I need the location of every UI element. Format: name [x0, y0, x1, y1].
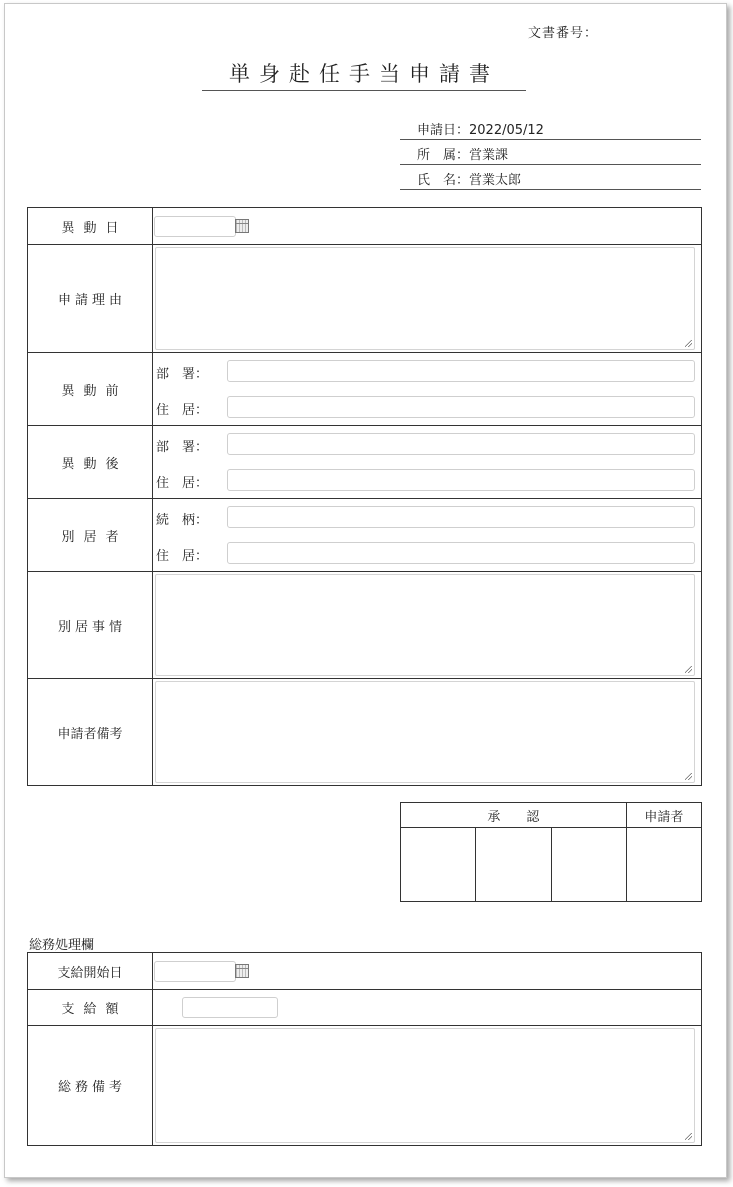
applicant-name-line: [400, 165, 701, 190]
relation-row: [153, 499, 701, 535]
after-transfer-row: [28, 426, 702, 499]
amount-input[interactable]: [182, 997, 278, 1018]
separate-reason-textarea[interactable]: [155, 574, 695, 676]
before-dept-label: 部 署：: [156, 367, 209, 382]
separate-resident-row: [28, 499, 702, 572]
after-dept-row: [153, 426, 701, 462]
separate-residence-row: [153, 535, 701, 571]
payment-start-label: 支給開始日: [28, 953, 153, 990]
separate-reason-cell: [153, 572, 702, 679]
application-form-table: [27, 207, 702, 786]
admin-table: [27, 952, 702, 1146]
relation-label: 続 柄：: [156, 513, 209, 528]
admin-remarks-row: [28, 1026, 702, 1146]
before-residence-row: [153, 389, 701, 425]
apply-date-line: [400, 115, 701, 140]
approval-header-row: [401, 803, 702, 828]
amount-cell: [153, 990, 702, 1026]
after-transfer-cell: [153, 426, 702, 499]
separate-residence-input[interactable]: [227, 542, 695, 564]
before-transfer-label: 異動前: [28, 353, 153, 426]
after-residence-input[interactable]: [227, 469, 695, 491]
approval-stamp-box: [551, 828, 626, 902]
reason-row: [28, 245, 702, 353]
after-dept-label: 部 署：: [156, 440, 209, 455]
resize-grip-icon[interactable]: [685, 773, 692, 780]
approval-stamp-box: [476, 828, 551, 902]
reason-cell: [153, 245, 702, 353]
applicant-remarks-cell: [153, 679, 702, 786]
before-dept-row: [153, 353, 701, 389]
approval-stamp-table: [400, 802, 702, 902]
reason-textarea[interactable]: [155, 247, 695, 350]
separate-reason-label: 別居事情: [28, 572, 153, 679]
before-transfer-cell: [153, 353, 702, 426]
approval-stamp-box: [401, 828, 476, 902]
department-text: 所 属：営業課: [417, 148, 509, 163]
applicant-remarks-row: [28, 679, 702, 786]
transfer-date-row: [28, 208, 702, 245]
document-number-label: 文書番号：: [528, 26, 599, 41]
resize-grip-icon[interactable]: [685, 1133, 692, 1140]
department-line: [400, 140, 701, 165]
before-residence-input[interactable]: [227, 396, 695, 418]
separate-residence-label: 住 居：: [156, 549, 209, 564]
payment-start-input[interactable]: [154, 961, 236, 982]
separate-resident-label: 別居者: [28, 499, 153, 572]
after-residence-row: [153, 462, 701, 498]
admin-remarks-cell: [153, 1026, 702, 1146]
after-transfer-label: 異動後: [28, 426, 153, 499]
approval-header: 承 認: [401, 803, 627, 828]
applicant-stamp-header: 申請者: [626, 803, 701, 828]
after-residence-label: 住 居：: [156, 476, 209, 491]
admin-remarks-label: 総務備考: [28, 1026, 153, 1146]
after-dept-input[interactable]: [227, 433, 695, 455]
page-title: 単身赴任手当申請書: [202, 58, 526, 91]
transfer-date-label: 異動日: [28, 208, 153, 245]
applicant-stamp-box: [626, 828, 701, 902]
admin-section-label: 総務処理欄: [29, 938, 95, 953]
amount-row: [28, 990, 702, 1026]
transfer-date-cell: [153, 208, 702, 245]
stamp-row: [401, 828, 702, 902]
apply-date-text: 申請日：2022/05/12: [417, 123, 544, 138]
before-dept-input[interactable]: [227, 360, 695, 382]
before-transfer-row: [28, 353, 702, 426]
relation-input[interactable]: [227, 506, 695, 528]
reason-label: 申請理由: [28, 245, 153, 353]
separate-resident-cell: [153, 499, 702, 572]
calendar-icon[interactable]: [235, 964, 249, 978]
applicant-remarks-textarea[interactable]: [155, 681, 695, 783]
resize-grip-icon[interactable]: [685, 666, 692, 673]
applicant-name-text: 氏 名：営業太郎: [417, 173, 522, 188]
applicant-remarks-label: 申請者備考: [28, 679, 153, 786]
calendar-icon[interactable]: [235, 219, 249, 233]
amount-label: 支給額: [28, 990, 153, 1026]
before-residence-label: 住 居：: [156, 403, 209, 418]
resize-grip-icon[interactable]: [685, 340, 692, 347]
transfer-date-input[interactable]: [154, 216, 236, 237]
separate-reason-row: [28, 572, 702, 679]
admin-remarks-textarea[interactable]: [155, 1028, 695, 1143]
payment-start-cell: [153, 953, 702, 990]
payment-start-row: [28, 953, 702, 990]
